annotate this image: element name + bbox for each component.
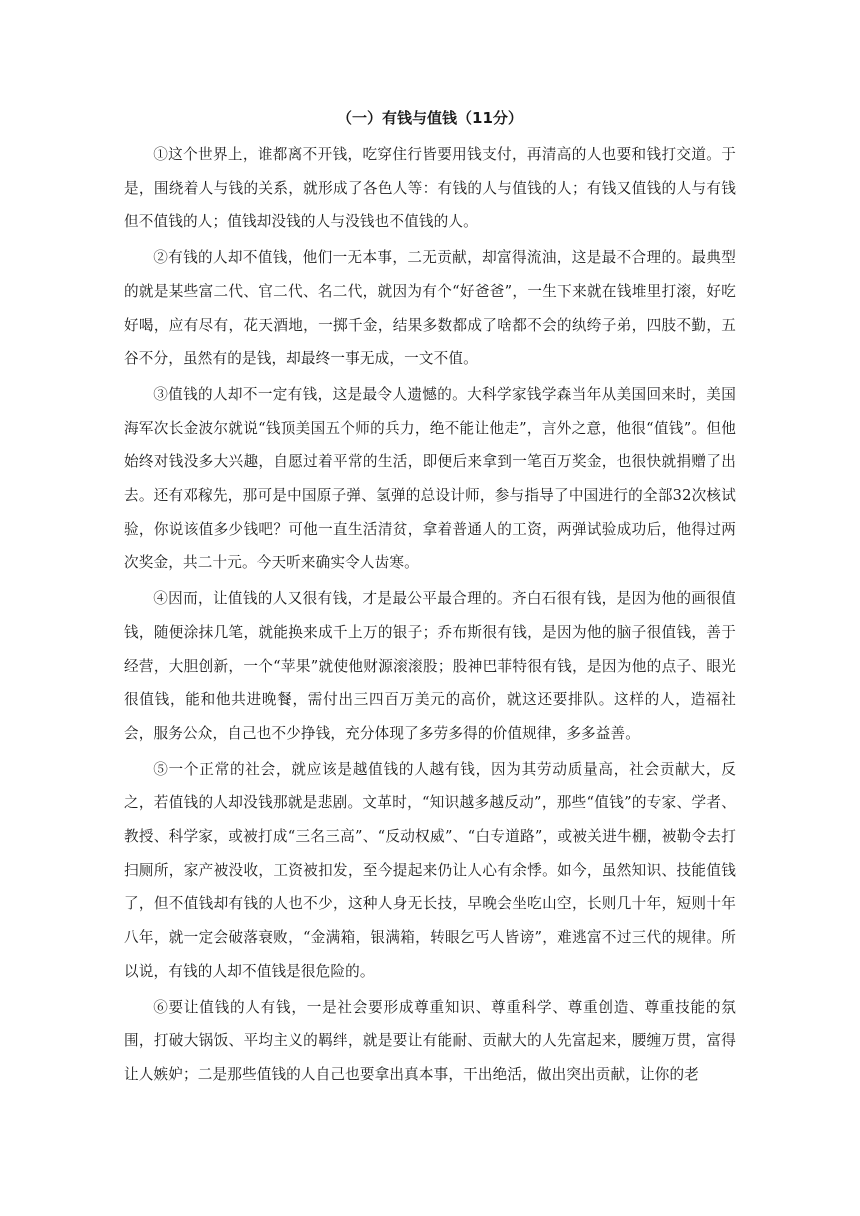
paragraph-6: ⑥要让值钱的人有钱，一是社会要形成尊重知识、尊重科学、尊重创造、尊重技能的氛围，打破大锅饭、平均主义的羁绊，就是要让有能耐、贡献大的人先富起来，腰缠万贯，富得让人嫉妒；二是那些值钱的人自己也要拿出真本事，干出绝活，做出突出贡献，让你的老: [124, 998, 736, 1083]
paragraph-2: ②有钱的人却不值钱，他们一无本事，二无贡献，却富得流油，这是最不合理的。最典型的就是某些富二代、官二代、名二代，就因为有个“好爸爸”，一生下来就在钱堆里打滚，好吃好喝，应有尽有，花天酒地，一掷千金，结果多数都成了啥都不会的纨绔子弟，四肢不勤，五谷不分，虽然有的是钱，却最终一事无成，一文不值。: [124, 249, 736, 368]
paragraph-4: ④因而，让值钱的人又很有钱，才是最公平最合理的。齐白石很有钱，是因为他的画很值钱，随便涂抹几笔，就能换来成千上万的银子；乔布斯很有钱，是因为他的脑子很值钱，善于经营，大胆创新，一个“苹果”就使他财源滚滚股；股神巴菲特很有钱，是因为他的点子、眼光很值钱，能和他共进晚餐，需付出三四百万美元的高价，就这还要排队。这样的人，造福社会，服务公众，自己也不少挣钱，充分体现了多劳多得的价值规律，多多益善。: [124, 590, 736, 742]
paragraph-5: ⑤一个正常的社会，就应该是越值钱的人越有钱，因为其劳动质量高，社会贡献大，反之，若值钱的人却没钱那就是悲剧。文革时，“知识越多越反动”，那些“值钱”的专家、学者、教授、科学家，或被打成“三名三高”、“反动权威”、“白专道路”，或被关进牛棚，被勒令去打扫厕所，家产被没收，工资被扣发，至今提起来仍让人心有余悸。如今，虽然知识、技能值钱了，但不值钱却有钱的人也不少，这种人身无长技，早晚会坐吃山空，长则几十年，短则十年八年，就一定会破落衰败，“金满箱，银满箱，转眼乞丐人皆谤”，难逃富不过三代的规律。所以说，有钱的人却不值钱是很危险的。: [124, 760, 736, 980]
paragraph-1: ①这个世界上，谁都离不开钱，吃穿住行皆要用钱支付，再清高的人也要和钱打交道。于是，围绕着人与钱的关系，就形成了各色人等：有钱的人与值钱的人；有钱又值钱的人与有钱但不值钱的人；值钱却没钱的人与没钱也不值钱的人。: [124, 146, 736, 231]
paragraph-3: ③值钱的人却不一定有钱，这是最令人遗憾的。大科学家钱学森当年从美国回来时，美国海军次长金波尔就说“钱顶美国五个师的兵力，绝不能让他走”，言外之意，他很“值钱”。但他始终对钱没多大兴趣，自愿过着平常的生活，即便后来拿到一笔百万奖金，也很快就捐赠了出去。还有邓稼先，那可是中国原子弹、氢弹的总设计师，参与指导了中国进行的全部32次核试验，你说该值多少钱吧？可他一直生活清贫，拿着普通人的工资，两弹试验成功后，他得过两次奖金，共二十元。今天听来确实令人齿寒。: [124, 385, 736, 572]
document-page: [124, 100, 736, 1094]
section-title: （一）有钱与值钱（11分）: [337, 109, 523, 127]
